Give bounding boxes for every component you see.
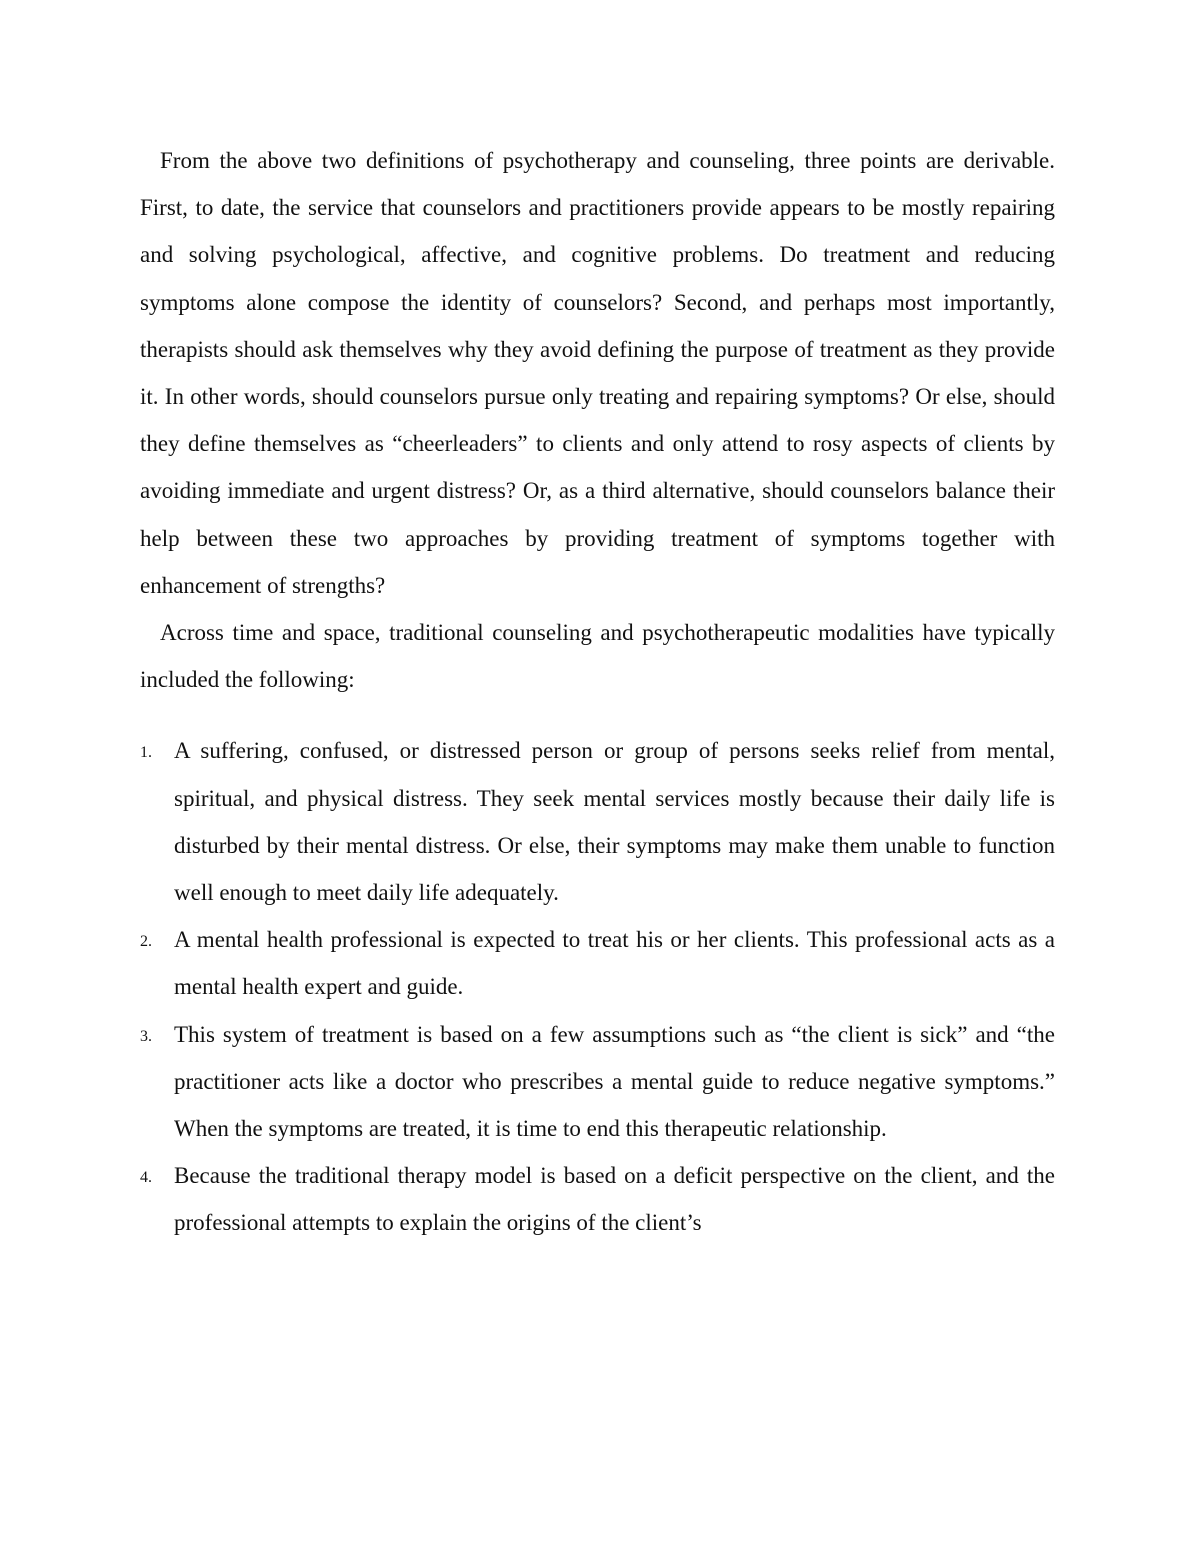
list-item [140,1152,1055,1246]
list-marker: 4. [140,1169,152,1187]
list-item-text: This system of treatment is based on a few assumptions such as “the client is sick” and “the practitioner acts like a doctor who prescribes a mental guide to reduce negative symptoms.” When the symptoms are treated, it is time to end this therapeutic relationship. [174,1021,1055,1142]
list-marker: 3. [140,1027,152,1045]
list-item [140,916,1055,1010]
list-item [140,1011,1055,1153]
list-marker: 1. [140,744,152,762]
paragraph-definitions: From the above two definitions of psychotherapy and counseling, three points are derivable. First, to date, the service that counselors and practitioners provide appears to be mostly repairing and solving psychological, affective, and cognitive problems. Do treatment and reducing symptoms alone compose the identity of counselors? Second, and perhaps most importantly, therapists should ask themselves why they avoid defining the purpose of treatment as they provide it. In other words, should counselors pursue only treating and repairing symptoms? Or else, should they define themselves as “cheerleaders” to clients and only attend to rosy aspects of clients by avoiding immediate and urgent distress? Or, as a third alternative, should counselors balance their help between these two approaches by providing treatment of symptoms together with enhancement of strengths? [140,148,1055,598]
paragraph-traditional-modalities: Across time and space, traditional counseling and psychotherapeutic modalities have typically included the following: [140,620,1055,693]
list-item-text: A mental health professional is expected to treat his or her clients. This professional acts as a mental health expert and guide. [174,927,1055,1000]
list-item [140,727,1055,916]
numbered-list [140,727,1055,1246]
list-item-text: Because the traditional therapy model is based on a deficit perspective on the client, and the professional attempts to explain the origins of the client’s [174,1163,1055,1236]
list-marker: 2. [140,933,152,951]
list-item-text: A suffering, confused, or distressed person or group of persons seeks relief from mental, spiritual, and physical distress. They seek mental services mostly because their daily life is disturbed by their mental distress. Or else, their symptoms may make them unable to function well enough to meet daily life adequately. [174,738,1055,906]
document-body [140,137,1055,1247]
